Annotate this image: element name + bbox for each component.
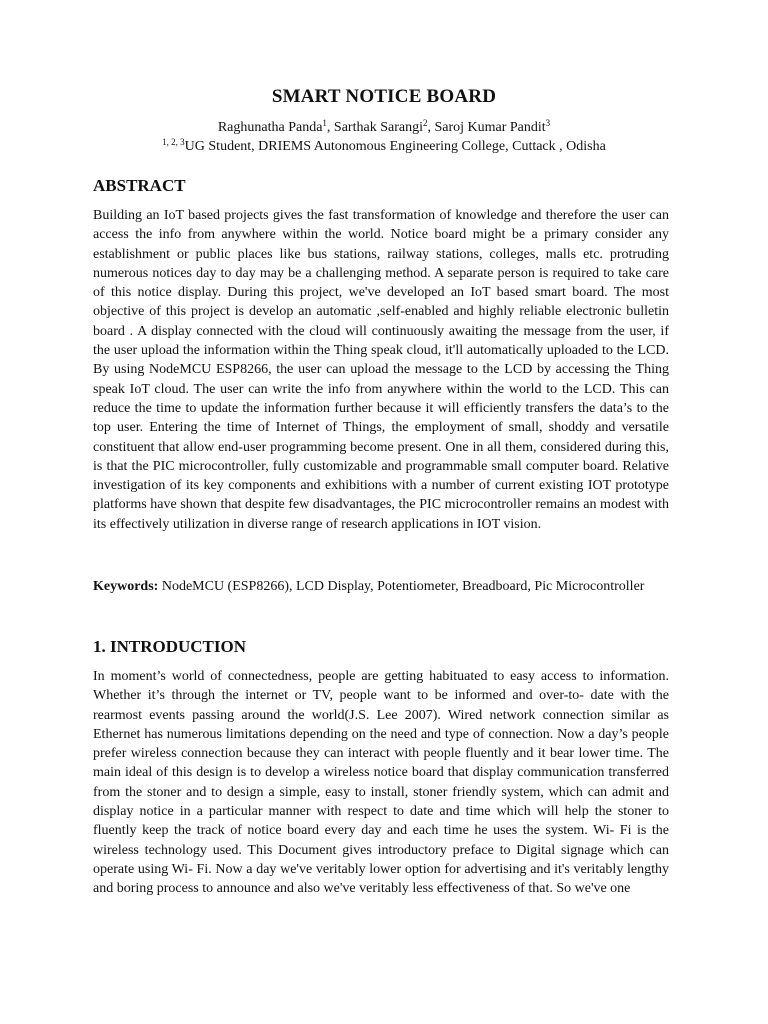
keywords-text: NodeMCU (ESP8266), LCD Display, Potentiometer, Breadboard, Pic Microcontroller: [161, 579, 645, 594]
affiliation-line: [0, 139, 768, 155]
affiliation-text: UG Student, DRIEMS Autonomous Engineering College, Cuttack , Odisha: [184, 139, 606, 154]
author-name: Saroj Kumar Pandit: [434, 120, 546, 135]
author-name: Raghunatha Panda: [217, 120, 323, 135]
introduction-heading: 1. INTRODUCTION: [93, 637, 247, 656]
abstract-paragraph: Building an IoT based projects gives the fast transformation of knowledge and therefore the user can access the info from anywhere within the world. Notice board might be a primary consider any establishment or public places like bus stations, railway stations, colleges, malls etc. protruding numerous notices day to day may be a challenging method. A separate person is required to take care of this notice display. During this project, we've developed an IoT based smart board. The most objective of this project is develop an automatic ,self-enabled and highly reliable electronic bulletin board . A display connected with the cloud will continuously awaiting the message from the user, if the user upload the information within the Thing speak cloud, it'll automatically uploaded to the LCD. By using NodeMCU ESP8266, the user can upload the message to the LCD by accessing the Thing speak IoT cloud. The user can write the info from anywhere within the world to the LCD. This can reduce the time to update the information further because it will efficiently transfers the data’s to the top user. Entering the time of Internet of Things, the employment of small, shoddy and versatile constituent that allow end-user programming become present. One in all them, considered during this, is that the PIC microcontroller, fully customizable and programmable small computer board. Relative investigation of its key components and exhibitions with a number of current existing IOT prototype platforms have shown that despite few disadvantages, the PIC microcontroller remains an modest with its effectively utilization in diverse range of research applications in IOT vision.: [93, 208, 669, 532]
author-separator: ,: [326, 120, 334, 135]
author-name: Sarthak Sarangi: [333, 120, 423, 135]
author-separator: ,: [427, 120, 435, 135]
affiliation-marks: 1, 2, 3: [162, 137, 185, 147]
author-line: [0, 120, 768, 136]
paper-title: SMART NOTICE BOARD: [271, 86, 497, 107]
author-mark: 3: [545, 118, 551, 128]
keywords-label: Keywords:: [93, 579, 159, 594]
keywords-block: [93, 577, 669, 596]
introduction-paragraph: In moment’s world of connectedness, people are getting habituated to easy access to information. Whether it’s through the internet or TV, people want to be informed and over-to- date with the rearmost events passing around the world(J.S. Lee 2007). Wired network connection similar as Ethernet has numerous limitations depending on the need and type of connection. Now a day’s people prefer wireless connection because they can interact with people fluently and it bear lower time. The main ideal of this design is to develop a wireless notice board that display communication transferred from the stoner and to design a simple, easy to install, stoner friendly system, which can admit and display notice in a particular manner with respect to date and time which will help the stoner to fluently keep the track of notice board every day and each time he uses the system. Wi- Fi is the wireless technology used. This Document gives introductory preface to Digital signage which can operate using Wi- Fi. Now a day we've veritably lower option for advertising and it's veritably lengthy and boring process to announce and also we've veritably less effectiveness of that. So we've one: [93, 669, 669, 897]
author-mark: 1: [322, 118, 327, 128]
author-mark: 2: [422, 118, 428, 128]
abstract-heading: ABSTRACT: [93, 176, 186, 195]
